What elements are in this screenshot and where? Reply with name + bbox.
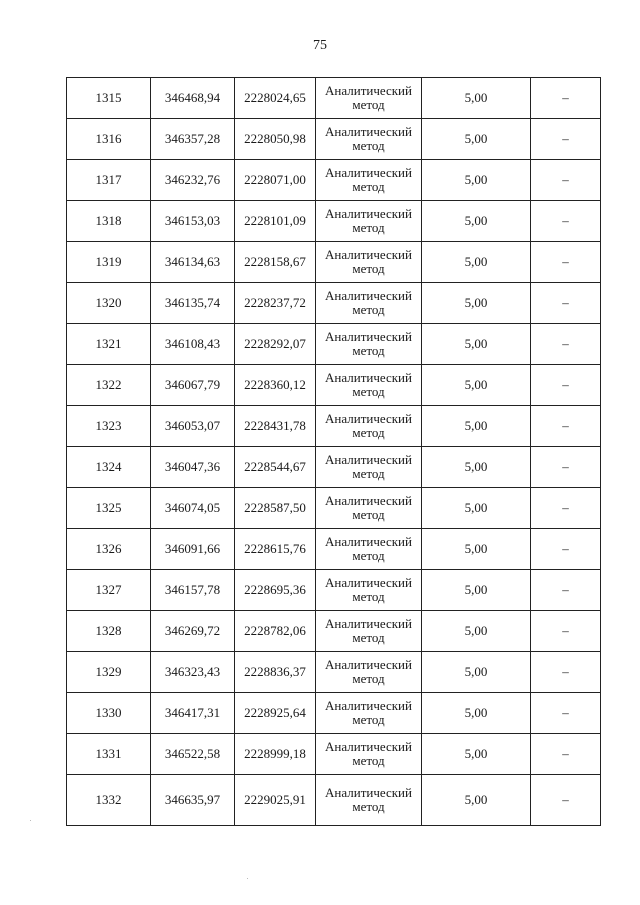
y-coordinate-cell: 2228071,00 xyxy=(235,160,316,201)
note-cell: – xyxy=(531,529,601,570)
precision-cell: 5,00 xyxy=(422,324,531,365)
table-row xyxy=(67,570,601,611)
method-line-2: метод xyxy=(352,261,385,276)
note-cell: – xyxy=(531,324,601,365)
x-coordinate-cell: 346153,03 xyxy=(151,201,235,242)
y-coordinate-cell: 2228587,50 xyxy=(235,488,316,529)
method-line-2: метод xyxy=(352,97,385,112)
method-line-1: Аналитический xyxy=(325,657,412,672)
y-coordinate-cell: 2228292,07 xyxy=(235,324,316,365)
point-number-cell: 1331 xyxy=(67,734,151,775)
note-cell: – xyxy=(531,570,601,611)
point-number-cell: 1326 xyxy=(67,529,151,570)
point-number-cell: 1320 xyxy=(67,283,151,324)
table-row xyxy=(67,775,601,826)
note-cell: – xyxy=(531,365,601,406)
scan-speck xyxy=(247,878,248,879)
point-number-cell: 1316 xyxy=(67,119,151,160)
y-coordinate-cell: 2228695,36 xyxy=(235,570,316,611)
note-cell: – xyxy=(531,201,601,242)
y-coordinate-cell: 2228158,67 xyxy=(235,242,316,283)
method-line-1: Аналитический xyxy=(325,785,412,800)
point-number-cell: 1328 xyxy=(67,611,151,652)
y-coordinate-cell: 2228544,67 xyxy=(235,447,316,488)
method-line-1: Аналитический xyxy=(325,575,412,590)
note-cell: – xyxy=(531,119,601,160)
x-coordinate-cell: 346157,78 xyxy=(151,570,235,611)
y-coordinate-cell: 2228999,18 xyxy=(235,734,316,775)
y-coordinate-cell: 2228050,98 xyxy=(235,119,316,160)
table-row xyxy=(67,406,601,447)
point-number-cell: 1317 xyxy=(67,160,151,201)
method-line-2: метод xyxy=(352,507,385,522)
method-line-1: Аналитический xyxy=(325,534,412,549)
method-cell xyxy=(316,283,422,324)
method-line-1: Аналитический xyxy=(325,329,412,344)
method-cell xyxy=(316,775,422,826)
y-coordinate-cell: 2229025,91 xyxy=(235,775,316,826)
method-line-2: метод xyxy=(352,589,385,604)
y-coordinate-cell: 2228101,09 xyxy=(235,201,316,242)
table-row xyxy=(67,488,601,529)
precision-cell: 5,00 xyxy=(422,365,531,406)
method-cell xyxy=(316,734,422,775)
note-cell: – xyxy=(531,652,601,693)
note-cell: – xyxy=(531,734,601,775)
x-coordinate-cell: 346357,28 xyxy=(151,119,235,160)
note-cell: – xyxy=(531,406,601,447)
point-number-cell: 1324 xyxy=(67,447,151,488)
method-line-2: метод xyxy=(352,302,385,317)
method-line-2: метод xyxy=(352,466,385,481)
note-cell: – xyxy=(531,283,601,324)
method-cell xyxy=(316,406,422,447)
table-row xyxy=(67,365,601,406)
table-row xyxy=(67,160,601,201)
method-line-1: Аналитический xyxy=(325,739,412,754)
method-cell xyxy=(316,570,422,611)
table-row xyxy=(67,447,601,488)
page-number: 75 xyxy=(313,38,327,53)
method-cell xyxy=(316,488,422,529)
method-line-2: метод xyxy=(352,630,385,645)
method-line-1: Аналитический xyxy=(325,247,412,262)
precision-cell: 5,00 xyxy=(422,570,531,611)
point-number-cell: 1318 xyxy=(67,201,151,242)
point-number-cell: 1330 xyxy=(67,693,151,734)
method-line-2: метод xyxy=(352,799,385,814)
x-coordinate-cell: 346468,94 xyxy=(151,78,235,119)
x-coordinate-cell: 346108,43 xyxy=(151,324,235,365)
table-row xyxy=(67,529,601,570)
method-line-2: метод xyxy=(352,343,385,358)
point-number-cell: 1319 xyxy=(67,242,151,283)
method-line-1: Аналитический xyxy=(325,165,412,180)
method-cell xyxy=(316,611,422,652)
method-line-1: Аналитический xyxy=(325,288,412,303)
precision-cell: 5,00 xyxy=(422,78,531,119)
method-cell xyxy=(316,529,422,570)
precision-cell: 5,00 xyxy=(422,529,531,570)
point-number-cell: 1327 xyxy=(67,570,151,611)
method-cell xyxy=(316,324,422,365)
method-line-2: метод xyxy=(352,548,385,563)
precision-cell: 5,00 xyxy=(422,406,531,447)
method-cell xyxy=(316,693,422,734)
table-row xyxy=(67,324,601,365)
method-cell xyxy=(316,365,422,406)
point-number-cell: 1315 xyxy=(67,78,151,119)
point-number-cell: 1329 xyxy=(67,652,151,693)
precision-cell: 5,00 xyxy=(422,693,531,734)
table-row xyxy=(67,734,601,775)
precision-cell: 5,00 xyxy=(422,611,531,652)
note-cell: – xyxy=(531,447,601,488)
y-coordinate-cell: 2228836,37 xyxy=(235,652,316,693)
y-coordinate-cell: 2228431,78 xyxy=(235,406,316,447)
precision-cell: 5,00 xyxy=(422,283,531,324)
y-coordinate-cell: 2228237,72 xyxy=(235,283,316,324)
table-row xyxy=(67,693,601,734)
point-number-cell: 1321 xyxy=(67,324,151,365)
x-coordinate-cell: 346135,74 xyxy=(151,283,235,324)
method-line-1: Аналитический xyxy=(325,452,412,467)
coordinates-table xyxy=(66,77,601,826)
method-line-1: Аналитический xyxy=(325,493,412,508)
y-coordinate-cell: 2228615,76 xyxy=(235,529,316,570)
method-line-2: метод xyxy=(352,384,385,399)
note-cell: – xyxy=(531,693,601,734)
table-row xyxy=(67,611,601,652)
x-coordinate-cell: 346053,07 xyxy=(151,406,235,447)
method-line-2: метод xyxy=(352,671,385,686)
y-coordinate-cell: 2228360,12 xyxy=(235,365,316,406)
method-cell xyxy=(316,78,422,119)
method-line-1: Аналитический xyxy=(325,698,412,713)
method-cell xyxy=(316,652,422,693)
table-row xyxy=(67,283,601,324)
y-coordinate-cell: 2228925,64 xyxy=(235,693,316,734)
method-line-1: Аналитический xyxy=(325,411,412,426)
point-number-cell: 1325 xyxy=(67,488,151,529)
note-cell: – xyxy=(531,78,601,119)
method-cell xyxy=(316,119,422,160)
x-coordinate-cell: 346323,43 xyxy=(151,652,235,693)
method-line-2: метод xyxy=(352,138,385,153)
precision-cell: 5,00 xyxy=(422,242,531,283)
scan-speck xyxy=(30,820,31,821)
x-coordinate-cell: 346522,58 xyxy=(151,734,235,775)
note-cell: – xyxy=(531,160,601,201)
x-coordinate-cell: 346067,79 xyxy=(151,365,235,406)
method-line-1: Аналитический xyxy=(325,83,412,98)
x-coordinate-cell: 346269,72 xyxy=(151,611,235,652)
table-row xyxy=(67,119,601,160)
coordinates-table-body xyxy=(67,78,601,826)
method-cell xyxy=(316,447,422,488)
method-line-1: Аналитический xyxy=(325,616,412,631)
method-line-1: Аналитический xyxy=(325,370,412,385)
x-coordinate-cell: 346232,76 xyxy=(151,160,235,201)
precision-cell: 5,00 xyxy=(422,160,531,201)
precision-cell: 5,00 xyxy=(422,652,531,693)
x-coordinate-cell: 346074,05 xyxy=(151,488,235,529)
y-coordinate-cell: 2228782,06 xyxy=(235,611,316,652)
method-line-2: метод xyxy=(352,712,385,727)
note-cell: – xyxy=(531,775,601,826)
table-row xyxy=(67,78,601,119)
precision-cell: 5,00 xyxy=(422,447,531,488)
table-row xyxy=(67,201,601,242)
method-line-2: метод xyxy=(352,425,385,440)
x-coordinate-cell: 346134,63 xyxy=(151,242,235,283)
method-line-2: метод xyxy=(352,179,385,194)
note-cell: – xyxy=(531,488,601,529)
precision-cell: 5,00 xyxy=(422,119,531,160)
method-line-2: метод xyxy=(352,220,385,235)
method-cell xyxy=(316,242,422,283)
precision-cell: 5,00 xyxy=(422,775,531,826)
y-coordinate-cell: 2228024,65 xyxy=(235,78,316,119)
x-coordinate-cell: 346091,66 xyxy=(151,529,235,570)
x-coordinate-cell: 346635,97 xyxy=(151,775,235,826)
point-number-cell: 1332 xyxy=(67,775,151,826)
method-cell xyxy=(316,201,422,242)
point-number-cell: 1323 xyxy=(67,406,151,447)
method-line-1: Аналитический xyxy=(325,206,412,221)
precision-cell: 5,00 xyxy=(422,201,531,242)
method-line-2: метод xyxy=(352,753,385,768)
method-line-1: Аналитический xyxy=(325,124,412,139)
method-cell xyxy=(316,160,422,201)
precision-cell: 5,00 xyxy=(422,734,531,775)
point-number-cell: 1322 xyxy=(67,365,151,406)
table-row xyxy=(67,652,601,693)
note-cell: – xyxy=(531,611,601,652)
note-cell: – xyxy=(531,242,601,283)
x-coordinate-cell: 346417,31 xyxy=(151,693,235,734)
table-row xyxy=(67,242,601,283)
precision-cell: 5,00 xyxy=(422,488,531,529)
x-coordinate-cell: 346047,36 xyxy=(151,447,235,488)
